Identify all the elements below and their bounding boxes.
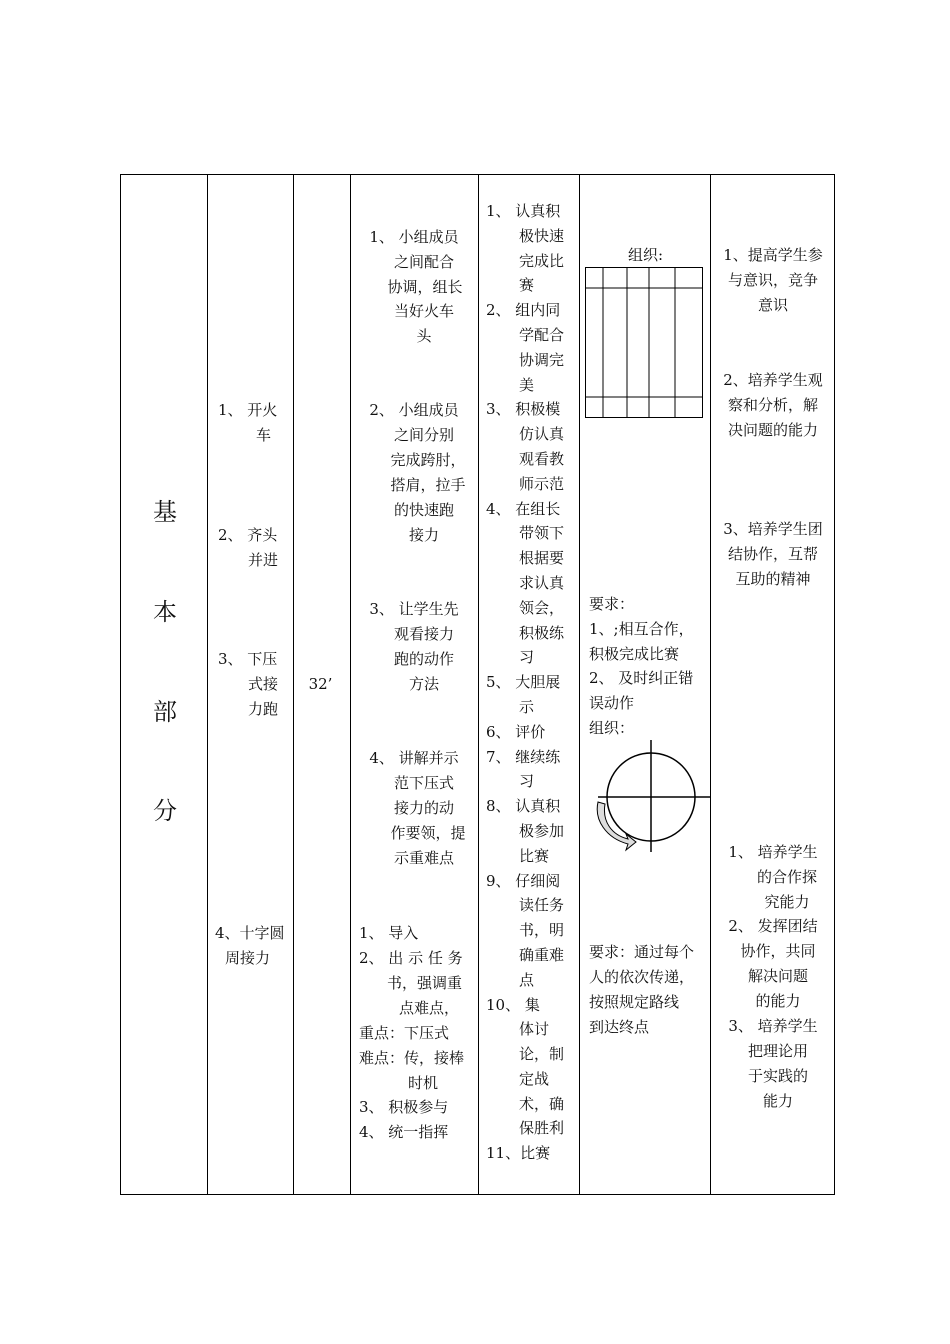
student-line: 8、 认真积 bbox=[486, 797, 561, 816]
student-line: 确重难 bbox=[519, 945, 565, 964]
teacher-line: 范下压式 bbox=[393, 774, 454, 792]
goal-line: 3、 培养学生 bbox=[728, 1017, 818, 1035]
student-line: 习 bbox=[519, 648, 535, 667]
requirement-line: 要求： bbox=[589, 595, 635, 613]
goal-line: 究能力 bbox=[764, 893, 810, 911]
student-line: 定战 bbox=[519, 1069, 550, 1088]
teacher-line: 接力的动 bbox=[393, 799, 454, 817]
teacher-line: 的快速跑 bbox=[393, 501, 454, 519]
teacher-line: 3、 积极参与 bbox=[359, 1098, 449, 1116]
section-title-char: 部 bbox=[153, 698, 177, 726]
student-line: 比赛 bbox=[519, 846, 550, 865]
teacher-line: 作要领，提 bbox=[390, 824, 466, 842]
content-item-line: 车 bbox=[256, 426, 272, 444]
student-line: 学配合 bbox=[519, 325, 565, 344]
section-title-char: 本 bbox=[153, 598, 177, 626]
requirement-line: 要求：通过每个 bbox=[589, 943, 695, 961]
requirement-line: 2、 及时纠正错 bbox=[589, 669, 694, 687]
content-item-line: 周接力 bbox=[225, 949, 271, 967]
requirement-line: 误动作 bbox=[589, 694, 635, 712]
cross-circle-diagram bbox=[592, 740, 712, 855]
goal-line: 把理论用 bbox=[747, 1042, 808, 1060]
teacher-line: 当好火车 bbox=[393, 302, 454, 320]
goal-line: 于实践的 bbox=[747, 1067, 808, 1085]
teacher-line: 之间配合 bbox=[393, 253, 454, 271]
student-line: 协调完 bbox=[519, 350, 565, 369]
organization-label: 组织: bbox=[628, 246, 664, 264]
content-item-line: 并进 bbox=[248, 551, 279, 569]
goal-line: 结协作，互帮 bbox=[727, 545, 818, 563]
requirement-line: 组织： bbox=[589, 719, 635, 737]
student-line: 仿认真 bbox=[519, 425, 565, 444]
student-line: 师示范 bbox=[519, 474, 565, 493]
teacher-line: 之间分别 bbox=[393, 426, 454, 444]
teacher-line: 搭肩，拉手 bbox=[390, 476, 466, 494]
teacher-line: 协调，组长 bbox=[387, 278, 463, 296]
goal-line: 的合作探 bbox=[756, 868, 817, 886]
student-line: 书，明 bbox=[519, 921, 565, 940]
teacher-line: 1、 导入 bbox=[359, 924, 419, 942]
requirement-line: 1、;相互合作， bbox=[589, 620, 694, 638]
student-line: 体讨 bbox=[519, 1020, 550, 1039]
student-line: 极参加 bbox=[519, 821, 565, 840]
requirement-line: 积极完成比赛 bbox=[589, 645, 680, 663]
student-line: 4、 在组长 bbox=[486, 499, 561, 518]
student-line: 6、 评价 bbox=[486, 722, 546, 741]
content-item-line: 1、 开火 bbox=[218, 401, 278, 419]
requirement-line: 按照规定路线 bbox=[589, 993, 680, 1011]
goal-line: 意识 bbox=[757, 296, 788, 314]
goal-line: 1、提高学生参 bbox=[723, 246, 823, 264]
section-title-char: 分 bbox=[153, 797, 177, 825]
section-title-char: 基 bbox=[153, 498, 177, 526]
student-line: 观看教 bbox=[519, 449, 565, 468]
student-line: 习 bbox=[519, 772, 535, 791]
teacher-line: 4、 统一指挥 bbox=[359, 1123, 449, 1141]
teacher-line: 书，强调重 bbox=[387, 974, 463, 992]
student-line: 示 bbox=[519, 697, 535, 716]
content-item-line: 力跑 bbox=[248, 700, 279, 718]
student-line: 论，制 bbox=[519, 1045, 565, 1064]
column-divider bbox=[121, 175, 208, 1194]
student-line: 2、 组内同 bbox=[486, 301, 561, 320]
teacher-line: 点难点， bbox=[399, 999, 460, 1017]
teacher-line: 4、 讲解并示 bbox=[369, 749, 459, 767]
content-item-line: 4、十字圆 bbox=[215, 924, 285, 942]
teacher-line: 观看接力 bbox=[393, 625, 454, 643]
student-line: 保胜利 bbox=[519, 1119, 565, 1138]
teacher-line: 接力 bbox=[408, 526, 439, 544]
student-line: 1、 认真积 bbox=[486, 202, 561, 220]
student-line: 3、 积极模 bbox=[486, 400, 561, 419]
goal-line: 3、培养学生团 bbox=[723, 520, 823, 538]
teacher-line: 完成跨肘， bbox=[390, 451, 466, 469]
teacher-line: 1、 小组成员 bbox=[369, 228, 459, 246]
time-allocation: 32’ bbox=[308, 675, 333, 693]
teacher-line: 方法 bbox=[408, 675, 439, 693]
requirement-line: 到达终点 bbox=[589, 1018, 650, 1036]
student-line: 极快速 bbox=[519, 226, 565, 245]
teacher-line: 3、 让学生先 bbox=[369, 600, 459, 618]
teacher-line: 跑的动作 bbox=[393, 650, 454, 668]
goal-line: 2、 发挥团结 bbox=[728, 917, 818, 935]
content-item-line: 2、 齐头 bbox=[218, 526, 278, 544]
student-line: 带领下 bbox=[519, 524, 565, 543]
student-line: 完成比 bbox=[519, 251, 565, 270]
student-line: 点 bbox=[519, 970, 535, 989]
content-item-line: 式接 bbox=[248, 675, 279, 693]
goal-line: 互助的精神 bbox=[735, 570, 811, 588]
goal-line: 与意识，竞争 bbox=[727, 271, 818, 289]
student-line: 10、 集 bbox=[486, 995, 540, 1014]
student-line: 术，确 bbox=[519, 1094, 565, 1113]
student-line: 7、 继续练 bbox=[486, 747, 561, 766]
student-line: 赛 bbox=[519, 276, 535, 295]
student-line: 5、 大胆展 bbox=[486, 673, 561, 692]
teacher-line: 2、 小组成员 bbox=[369, 401, 459, 419]
teacher-line: 示重难点 bbox=[393, 849, 454, 867]
student-line: 读任务 bbox=[519, 896, 565, 915]
goal-line: 能力 bbox=[762, 1092, 793, 1110]
student-line: 11、比赛 bbox=[486, 1144, 551, 1163]
student-line: 积极练 bbox=[519, 623, 565, 642]
requirement-line: 人的依次传递， bbox=[589, 968, 695, 986]
goal-line: 2、培养学生观 bbox=[723, 371, 823, 389]
teacher-line: 头 bbox=[416, 327, 432, 345]
student-activities bbox=[486, 199, 578, 1166]
teacher-line: 2、 出 示 任 务 bbox=[359, 949, 463, 967]
formation-grid-diagram bbox=[585, 267, 703, 418]
teacher-line: 时机 bbox=[408, 1074, 439, 1092]
student-line: 美 bbox=[519, 375, 535, 394]
goal-line: 协作，共同 bbox=[740, 942, 816, 960]
goal-line: 1、 培养学生 bbox=[728, 843, 818, 861]
student-line: 领会， bbox=[519, 598, 565, 617]
content-item-line: 3、 下压 bbox=[218, 650, 278, 668]
student-line: 根据要 bbox=[519, 549, 565, 568]
teacher-line: 难点：传，接棒 bbox=[359, 1049, 465, 1067]
goal-line: 的能力 bbox=[755, 992, 801, 1010]
goal-line: 察和分析，解 bbox=[727, 396, 818, 414]
goal-line: 决问题的能力 bbox=[727, 421, 818, 439]
student-line: 求认真 bbox=[519, 573, 565, 592]
student-line: 9、 仔细阅 bbox=[486, 871, 561, 890]
teacher-line: 重点：下压式 bbox=[359, 1024, 450, 1042]
goal-line: 解决问题 bbox=[747, 967, 808, 985]
